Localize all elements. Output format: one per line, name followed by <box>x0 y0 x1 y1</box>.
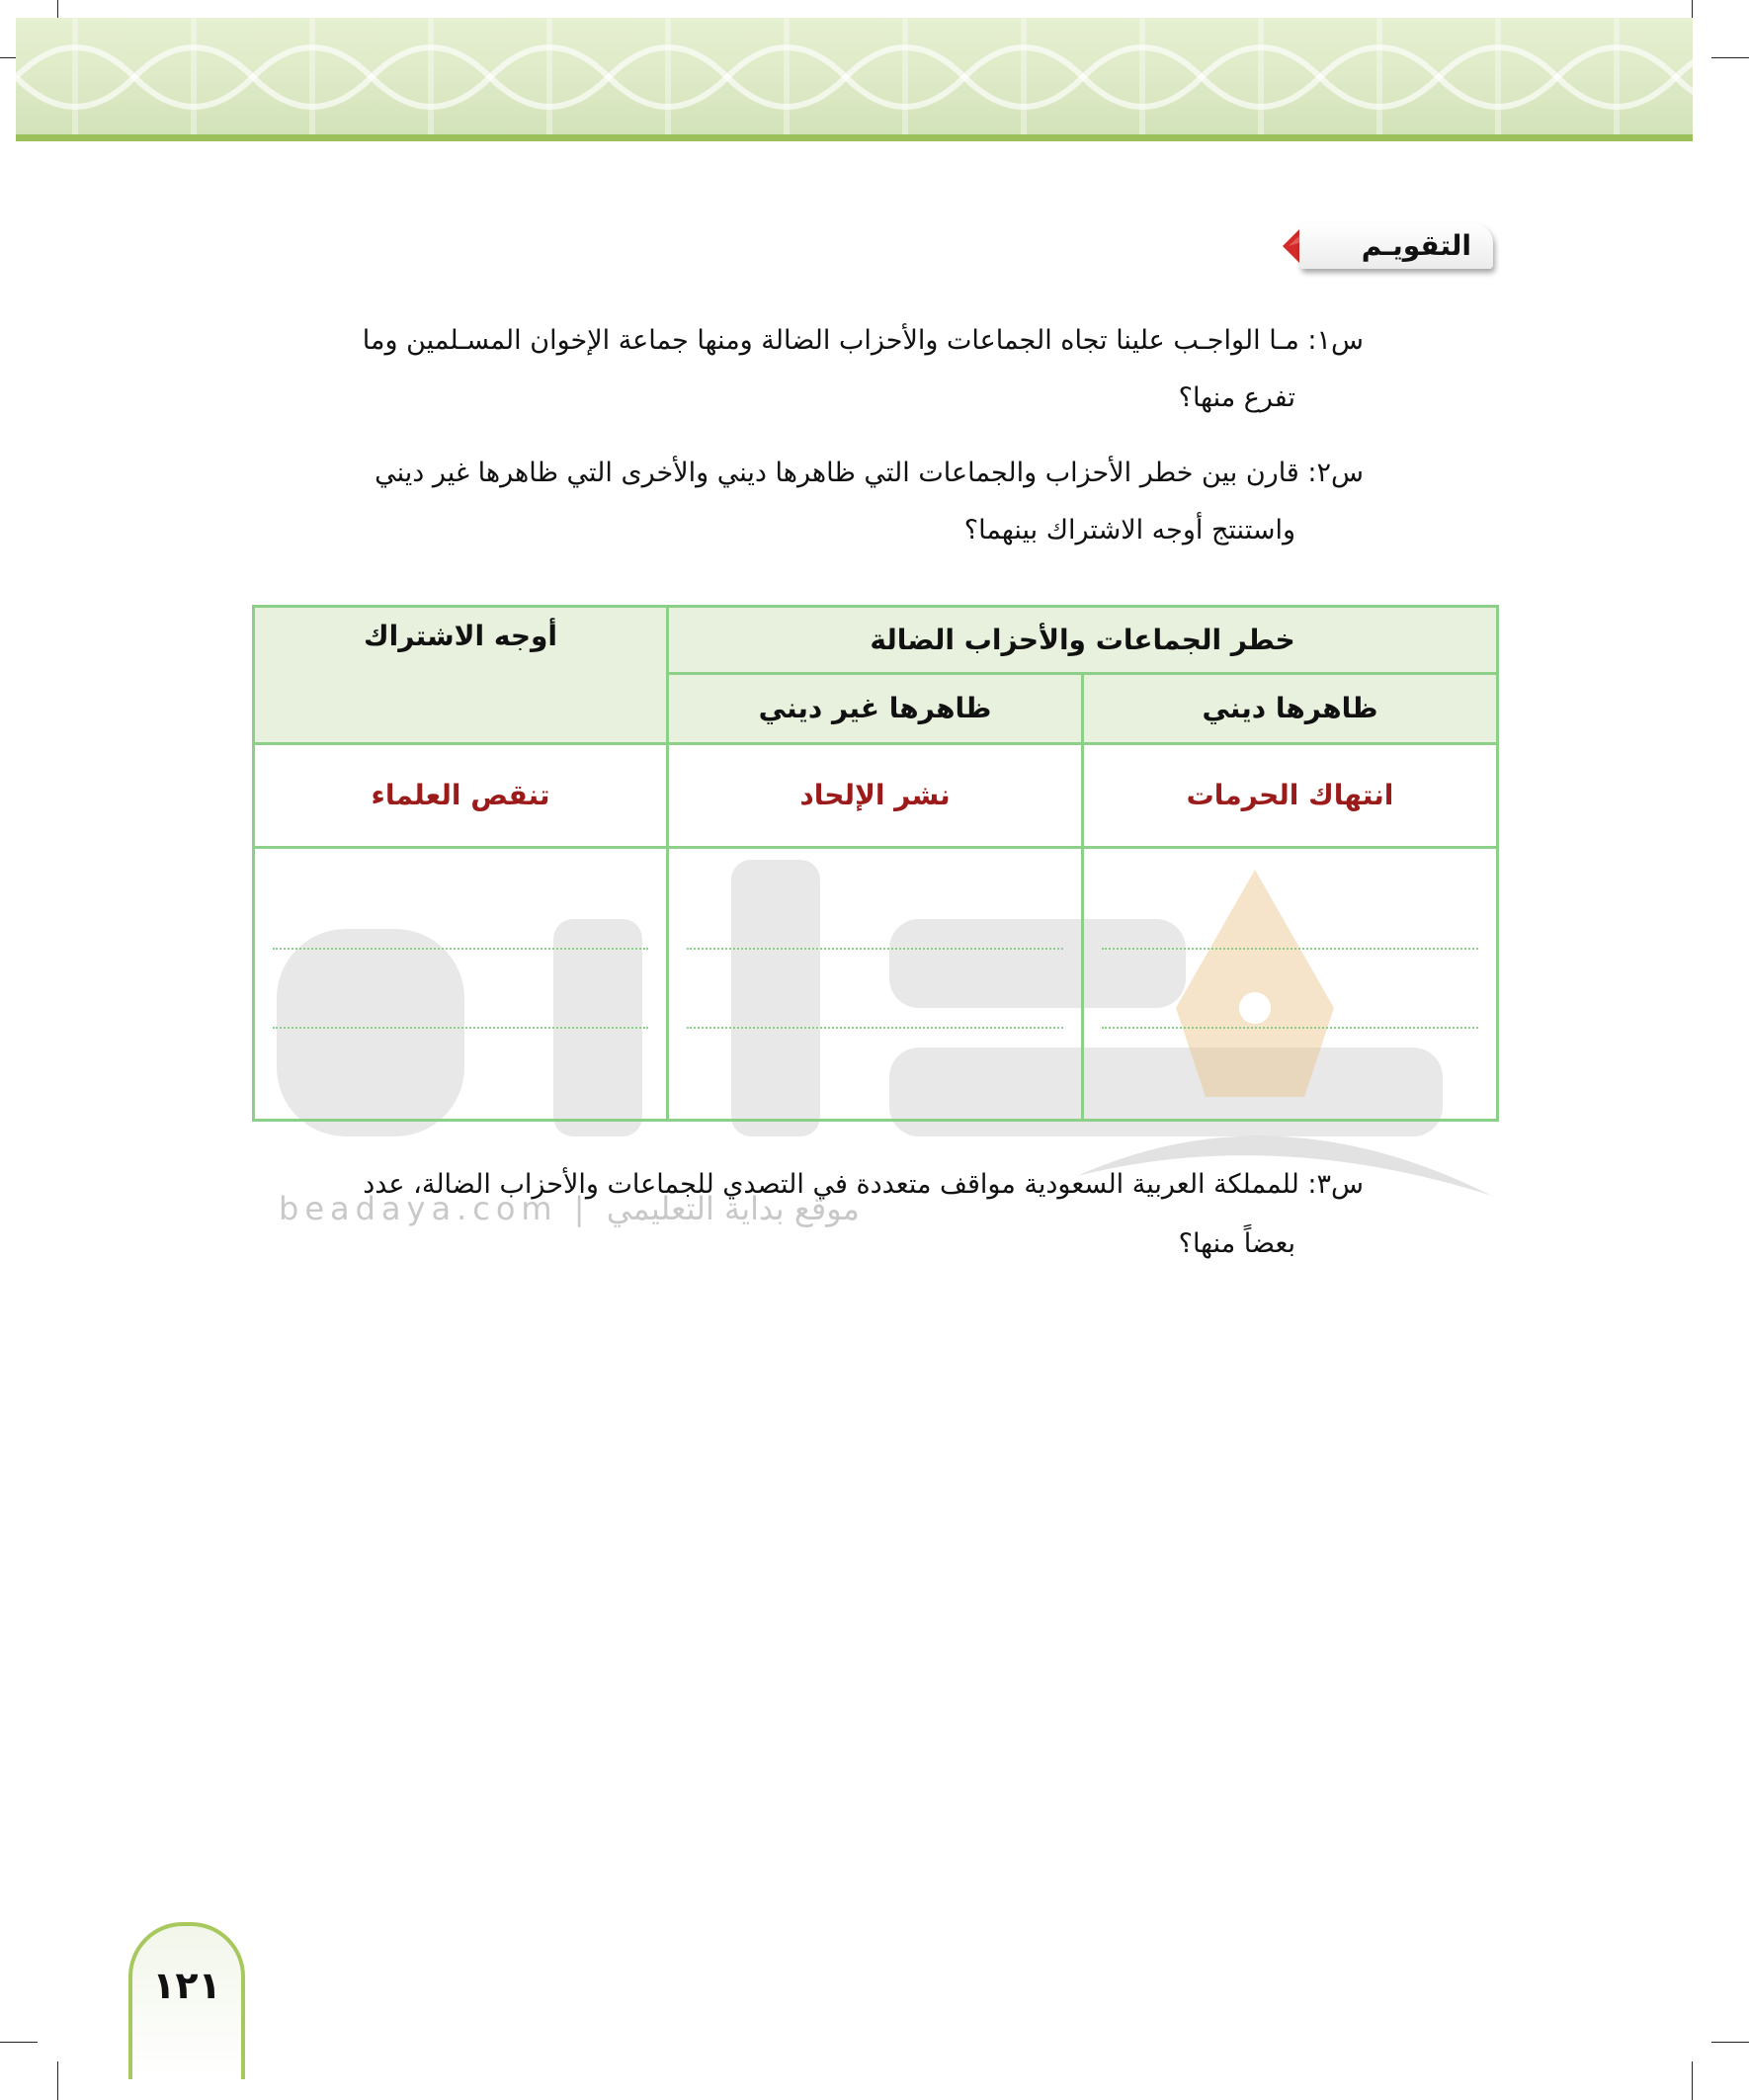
islamic-pattern-decoration <box>16 18 1693 138</box>
dotted-line <box>1102 948 1478 950</box>
blank-answer-cell[interactable] <box>668 847 1083 1120</box>
table-header-row <box>254 607 1498 674</box>
answer-common: تنقص العلماء <box>254 743 668 847</box>
page-number: ١٢١ <box>152 1964 221 2007</box>
dotted-line <box>273 948 648 950</box>
crop-mark <box>1711 2042 1749 2043</box>
crop-mark <box>57 2061 58 2100</box>
header-danger-of-groups: خطر الجماعات والأحزاب الضالة <box>668 607 1498 674</box>
header-rule <box>16 134 1693 141</box>
question-3-line-1: س٣: للمملكة العربية السعودية مواقف متعددة في التصدي للجماعات والأحزاب الضالة، عدد <box>363 1169 1364 1200</box>
blank-answer-cell[interactable] <box>254 847 668 1120</box>
dotted-line <box>273 1027 648 1029</box>
dotted-line <box>1102 1027 1478 1029</box>
subheader-nonreligious: ظاهرها غير ديني <box>668 674 1083 743</box>
dotted-line <box>687 948 1063 950</box>
answer-religious: انتهاك الحرمات <box>1083 743 1498 847</box>
crop-mark <box>1692 2061 1693 2100</box>
table-row <box>254 743 1498 847</box>
crop-mark <box>0 2042 38 2043</box>
page-number-badge <box>128 1922 245 2079</box>
question-2-line-1: س٢: قارن بين خطر الأحزاب والجماعات التي ظاهرها ديني والأخرى التي ظاهرها غير ديني <box>375 458 1364 488</box>
crop-mark <box>1711 57 1749 58</box>
question-1-line-2: تفرع منها؟ <box>1178 382 1295 413</box>
question-1-line-1: س١: مـا الواجـب علينا تجاه الجماعات والأحزاب الضالة ومنها جماعة الإخوان المسـلمين وما <box>362 325 1364 356</box>
header-banner <box>16 18 1693 138</box>
question-2-line-2: واستنتج أوجه الاشتراك بينهما؟ <box>963 515 1295 546</box>
comparison-table <box>252 605 1499 1122</box>
section-title: التقويـم <box>1299 223 1493 269</box>
table-row-empty <box>254 847 1498 1120</box>
header-common-aspects: أوجه الاشتراك <box>254 607 668 744</box>
blank-answer-cell[interactable] <box>1083 847 1498 1120</box>
watermark-text: beadaya.com | موقع بداية التعليمي <box>279 1190 860 1227</box>
answer-nonreligious: نشر الإلحاد <box>668 743 1083 847</box>
dotted-line <box>687 1027 1063 1029</box>
subheader-religious: ظاهرها ديني <box>1083 674 1498 743</box>
question-3-line-2: بعضاً منها؟ <box>1178 1228 1295 1259</box>
